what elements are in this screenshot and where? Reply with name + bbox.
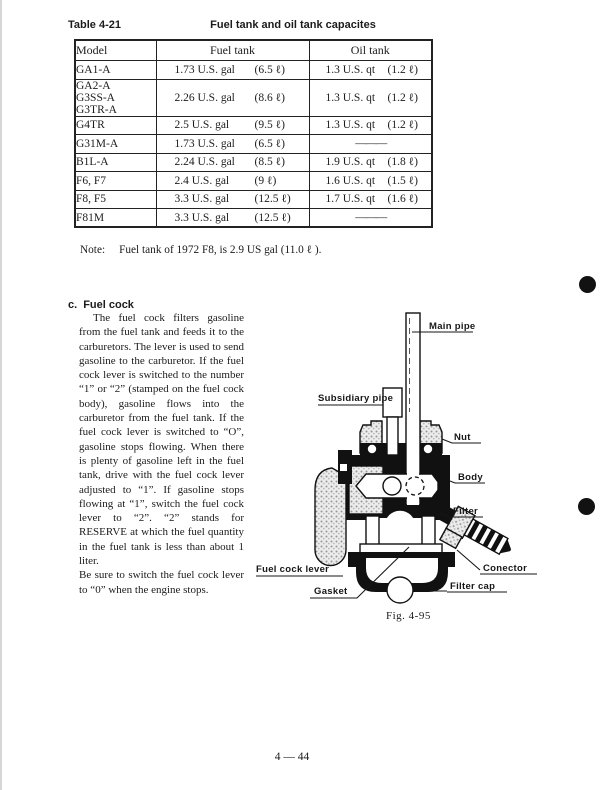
fuel-liters: (8.6 ℓ) xyxy=(254,91,285,104)
fuel-value: 2.5 U.S. gal xyxy=(174,119,230,132)
oil-value: 1.3 U.S. qt xyxy=(325,119,376,132)
subsidiary-pipe-label: Subsidiary pipe xyxy=(318,393,394,404)
oil-value: 1.9 U.S. qt xyxy=(325,156,376,169)
model-cell: GA1-A xyxy=(76,63,111,76)
gasket-label: Gasket xyxy=(314,586,348,597)
filter-cap-label: Filter cap xyxy=(450,581,496,592)
note-text: Fuel tank of 1972 F8, is 2.9 US gal (11.0 ℓ ). xyxy=(119,244,322,256)
model-cell-line: G3TR-A xyxy=(76,103,117,116)
main-pipe-label: Main pipe xyxy=(429,321,476,332)
fuel-liters: (12.5 ℓ) xyxy=(254,193,291,206)
capacity-table xyxy=(74,39,433,228)
fuel-value: 1.73 U.S. gal xyxy=(174,63,235,76)
model-cell: F8, F5 xyxy=(76,193,107,206)
body-text xyxy=(79,311,244,597)
oil-value: 1.6 U.S. qt xyxy=(325,174,376,187)
oil-dash: ——— xyxy=(355,208,386,223)
figure-caption: Fig. 4-95 xyxy=(386,610,431,622)
model-cell: F81M xyxy=(76,211,105,224)
oil-liters: (1.5 ℓ) xyxy=(387,174,418,187)
oil-liters: (1.6 ℓ) xyxy=(387,193,418,206)
fuel-liters: (6.5 ℓ) xyxy=(254,137,285,150)
oil-dash: ——— xyxy=(355,135,386,150)
fuel-value: 2.26 U.S. gal xyxy=(174,91,235,104)
page-number: 4 — 44 xyxy=(274,751,310,763)
col-header-fuel-tank: Fuel tank xyxy=(156,40,309,61)
filter-cap-shape xyxy=(348,552,455,603)
model-cell-line: G3SS-A xyxy=(76,91,115,104)
fuel-liters: (6.5 ℓ) xyxy=(254,63,285,76)
nut-label: Nut xyxy=(454,432,471,443)
gasket-shape xyxy=(360,544,442,553)
table-title: Fuel tank and oil tank capacites xyxy=(210,19,376,31)
fuel-liters: (8.5 ℓ) xyxy=(254,156,285,169)
oil-liters: (1.2 ℓ) xyxy=(387,91,418,104)
oil-value: 1.7 U.S. qt xyxy=(325,193,376,206)
fuel-value: 2.4 U.S. gal xyxy=(174,174,230,187)
fuel-value: 3.3 U.S. gal xyxy=(174,211,230,224)
fuel-liters: (12.5 ℓ) xyxy=(254,211,291,224)
table-number: Table 4-21 xyxy=(68,19,121,31)
table-header-row xyxy=(75,40,432,61)
col-header-oil-tank: Oil tank xyxy=(309,40,432,61)
model-cell: G31M-A xyxy=(76,137,119,150)
section-heading xyxy=(68,299,134,311)
oil-value: 1.3 U.S. qt xyxy=(325,91,376,104)
oil-liters: (1.8 ℓ) xyxy=(387,156,418,169)
filter-label: Filter xyxy=(453,506,479,517)
table-row xyxy=(75,61,432,80)
col-header-model: Model xyxy=(75,40,156,61)
conector-label: Conector xyxy=(483,563,528,574)
section-title: Fuel cock xyxy=(83,299,134,311)
table-row xyxy=(75,190,432,209)
paragraph-1: The fuel cock filters gasoline from the fuel tank and feeds it to the carburetors. The lever is used to send gasoline to the carburetor. If the fuel cock lever is switched to the number “1” or “2” (stamped on the fuel cock body), gasoline flows into the carburetor from the fuel tank. If the fuel cock lever is switched to “O”, gasoline stops flowing. When there is plenty of gasoline left in the fuel tank, drive with the fuel cock lever adjusted to “1”. If gasoline stops flowing at “1”, switch the fuel cock lever to “2”. “2” stands for RESERVE at which the fuel quantity in the fuel tank is less than about 1 liter. xyxy=(79,312,244,568)
model-cell-line: GA2-A xyxy=(76,79,111,92)
table-row xyxy=(75,116,432,135)
oil-liters: (1.2 ℓ) xyxy=(387,119,418,132)
fuel-liters: (9 ℓ) xyxy=(254,174,277,187)
table-row xyxy=(75,209,432,228)
binder-dot-top xyxy=(579,276,596,293)
fuel-cock-lever-shape xyxy=(315,460,352,566)
body-label: Body xyxy=(458,472,483,483)
paragraph-2: Be sure to switch the fuel cock lever to “0” when the engine stops. xyxy=(79,569,244,596)
note-label: Note: xyxy=(80,244,106,256)
fuel-value: 3.3 U.S. gal xyxy=(174,193,230,206)
oil-liters: (1.2 ℓ) xyxy=(387,63,418,76)
table-row xyxy=(75,153,432,172)
section-letter: c. xyxy=(68,299,78,311)
table-row xyxy=(75,172,432,191)
table-note xyxy=(80,244,321,256)
model-cell: G4TR xyxy=(76,119,105,132)
oil-value: 1.3 U.S. qt xyxy=(325,63,376,76)
model-cell: F6, F7 xyxy=(76,174,107,187)
table-row xyxy=(75,79,432,116)
fuel-cock-diagram xyxy=(250,300,540,630)
o-ring-right xyxy=(424,445,432,453)
filter-shape xyxy=(366,516,435,546)
model-cell: B1L-A xyxy=(76,156,109,169)
fuel-cock-lever-label: Fuel cock lever xyxy=(256,564,330,575)
table-row xyxy=(75,135,432,154)
o-ring-left xyxy=(368,445,376,453)
fuel-value: 2.24 U.S. gal xyxy=(174,156,235,169)
fuel-value: 1.73 U.S. gal xyxy=(174,137,235,150)
scan-edge-line xyxy=(0,0,2,790)
binder-dot-bottom xyxy=(578,498,595,515)
fuel-liters: (9.5 ℓ) xyxy=(254,119,285,132)
